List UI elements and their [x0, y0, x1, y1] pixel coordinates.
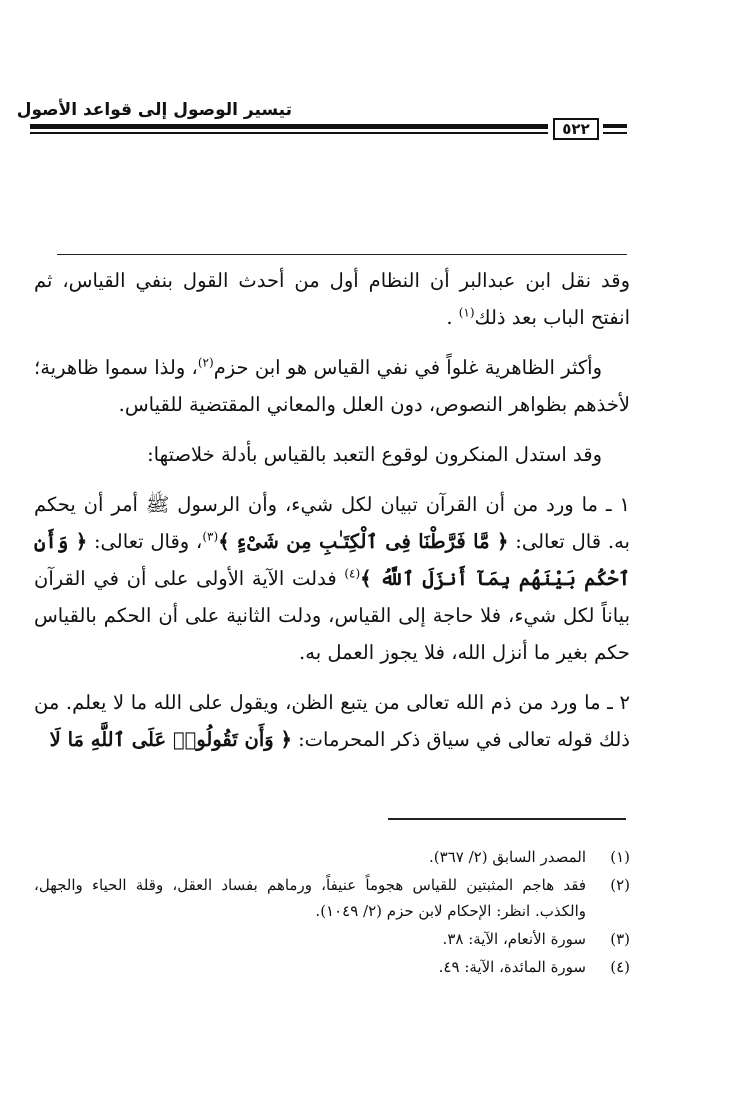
footnote-number: (١)	[610, 848, 630, 866]
quran-quote-2: ﴿ وَأَنِ ٱحْكُم بَيْنَهُم بِمَآ أَنزَلَ ٱللَّهُ ﴾	[34, 530, 630, 590]
body-top-separator	[57, 254, 627, 255]
footnote-ref-2: (٢)	[197, 355, 214, 370]
running-title: تيسير الوصول إلى قواعد الأصول	[16, 100, 292, 120]
footnote-number: (٢)	[610, 876, 630, 894]
paragraph-3-text: وقد استدل المنكرون لوقوع التعبد بالقياس بأدلة خلاصتها:	[147, 443, 602, 466]
footnote-ref-1: (١)	[458, 305, 475, 320]
footnote-3	[34, 926, 630, 952]
footnote-text: المصدر السابق (٢/ ٣٦٧).	[429, 848, 586, 866]
paragraph-2	[34, 349, 630, 423]
footnote-4	[34, 954, 630, 980]
page-number: ٥٢٢	[553, 118, 599, 140]
paragraph-3	[34, 436, 630, 473]
footnote-text: سورة الأنعام، الآية: ٣٨.	[442, 930, 586, 948]
paragraph-4-rest: فدلت الآية الأولى على أن في القرآن بياناً لكل شيء، فلا حاجة إلى القياس، ودلت الثانية على أن الحكم بالقياس حكم بغير ما أنزل الله، فلا يجوز العمل به.	[34, 567, 630, 664]
footnote-separator	[388, 818, 626, 820]
paragraph-5-lead: ٢ ـ ما ورد من ذم الله تعالى من يتبع الظن، ويقول على الله ما لا يعلم. من ذلك قوله تعالى في سياق ذكر المحرمات:	[34, 691, 630, 751]
paragraph-4-mid: ، وقال تعالى:	[87, 530, 203, 553]
footnote-text: فقد هاجم المثبتين للقياس هجوماً عنيفاً، ورماهم بفساد العقل، وقلة الحياء والجهل، والكذب. انظر: الإحكام لابن حزم (٢/ ١٠٤٩).	[34, 876, 586, 920]
paragraph-4	[34, 486, 630, 671]
footnote-2	[34, 872, 630, 924]
paragraph-1-text: وقد نقل ابن عبدالبر أن النظام أول من أحدث القول بنفي القياس، ثم انفتح الباب بعد ذلك	[34, 269, 630, 329]
footnote-number: (٣)	[610, 930, 630, 948]
quran-quote-1: ﴿ مَّا فَرَّطْنَا فِى ٱلْكِتَـٰبِ مِن شَىْءٍ ﴾	[218, 530, 509, 553]
paragraph-1-end: .	[446, 306, 459, 329]
footnote-number: (٤)	[610, 958, 630, 976]
paragraph-4-lead: ١ ـ ما ورد من أن القرآن تبيان لكل شيء، وأن الرسول ﷺ أمر أن يحكم به. قال تعالى:	[34, 493, 630, 553]
footnote-ref-3: (٣)	[202, 529, 219, 544]
header-rule-right-thin	[603, 132, 627, 134]
footnote-1	[34, 844, 630, 870]
header-rule-right-thick	[603, 124, 627, 128]
paragraph-1	[34, 262, 630, 336]
footnote-text: سورة المائدة، الآية: ٤٩.	[438, 958, 586, 976]
paragraph-2-text-b: ، ولذا سموا ظاهرية؛ لأخذهم بظواهر النصوص، دون العلل والمعاني المقتضية للقياس.	[34, 356, 630, 416]
header-rule-thin	[30, 132, 548, 134]
paragraph-2-text-a: وأكثر الظاهرية غلواً في نفي القياس هو ابن حزم	[213, 356, 603, 379]
quran-quote-3: ﴿ وَأَن تَقُولُوا۟ عَلَى ٱللَّهِ مَا لَا	[49, 728, 292, 751]
header-rule-thick	[30, 124, 548, 129]
paragraph-5	[34, 684, 630, 758]
footnotes	[34, 844, 630, 982]
body-text	[34, 262, 630, 771]
footnote-ref-4: (٤)	[344, 566, 361, 581]
